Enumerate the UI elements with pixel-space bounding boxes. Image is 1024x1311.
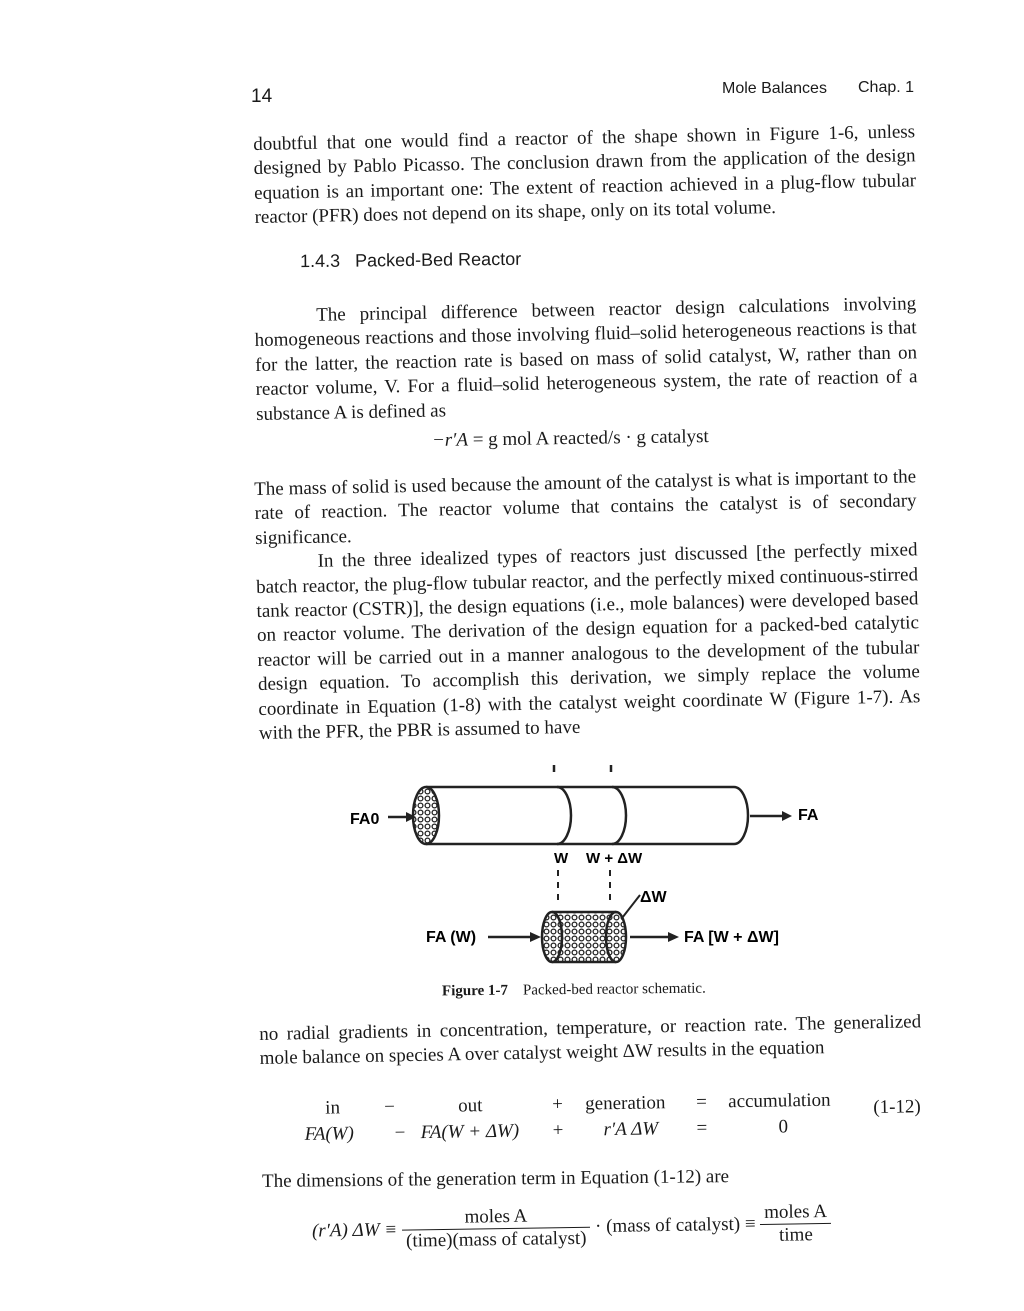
element-outlet-arrow [630,932,679,942]
label-dw: ΔW [640,889,667,906]
figure-caption-number: Figure 1-7 [441,982,509,1000]
label-w-plus-dw: W + ΔW [586,850,643,867]
fraction-2-denominator: time [778,1224,813,1246]
catalyst-element [542,912,626,962]
label-fa0: FA0 [350,811,380,828]
rate-lhs: −r′A [431,429,469,451]
balance-accumulation: accumulation [728,1089,831,1113]
balance-out: out [458,1095,483,1117]
pipe-tube [413,787,748,844]
paragraph-dimensions-text: The dimensions of the generation term in Equation (1-12) are [262,1166,730,1192]
fraction-1-denominator: (time)(mass of catalyst) [405,1227,587,1252]
paragraph-intro-text: doubtful that one would find a reactor of the shape shown in Figure 1-6, unless designed by Pablo Picasso. The conclusion drawn from the application of the design equation is an important one: The extent of reaction achieved in a plug-flow tubular reactor (PFR) does not depend on its shape, only on its total volume. [253,121,917,229]
balance-fa-w-plus-dw: FA(W + ΔW) [420,1120,520,1144]
paragraph-radial [259,1010,922,1072]
paragraph-principal-text: The principal difference between reactor design calculations involving homogeneous reactions and those involving fluid–solid heterogeneous reactions is that for the latter, the reaction rate is based on mass of solid catalyst, W, rather than on reactor volume, V. For a fluid–solid heterogeneous system, the rate of reaction of a substance A is defined as [254,293,918,425]
paragraph-dimensions [262,1163,924,1194]
tick-marks [554,765,611,772]
figure-caption [442,981,706,1001]
dashed-guides [558,870,610,902]
equation-number: (1-12) [873,1096,921,1118]
balance-equals-1: = [696,1091,708,1113]
fraction-1-numerator: moles A [402,1205,591,1231]
paragraph-intro [253,120,917,230]
balance-generation: generation [585,1092,666,1115]
balance-ra-dw: r′A ΔW [603,1118,659,1141]
rate-definition-equation [432,426,709,452]
balance-minus-2: − [394,1122,406,1144]
dimensions-middle: · (mass of catalyst) ≡ [594,1213,756,1238]
balance-zero: 0 [778,1116,789,1138]
page-number: 14 [251,86,273,107]
section-number: 1.4.3 [299,250,341,272]
outlet-arrow [750,811,792,821]
label-fa: FA [798,807,819,824]
dimensions-fraction-1 [402,1205,591,1253]
dimensions-equation [312,1201,832,1254]
label-w: W [554,850,569,867]
paragraph-mass [254,465,921,746]
balance-equals-2: = [696,1117,708,1139]
section-heading [300,249,521,272]
paragraph-mass-text: The mass of solid is used because the amount of the catalyst is what is important to the rate of reaction. The reactor volume that contains the catalyst is of secondary significance. [254,466,917,549]
element-inlet-arrow [488,932,541,942]
dimensions-fraction-2 [760,1201,832,1247]
balance-minus-1: − [384,1096,396,1118]
rate-rhs: = g mol A reacted/s · g catalyst [472,426,709,451]
balance-plus-2: + [552,1119,564,1142]
figure-caption-text: Packed-bed reactor schematic. [522,980,706,999]
fraction-2-numerator: moles A [760,1201,831,1225]
figure-packed-bed-schematic [340,760,840,970]
balance-fa-w: FA(W) [304,1123,355,1145]
label-fa-w: FA (W) [426,929,477,946]
dimensions-lhs: (r′A) ΔW ≡ [311,1219,398,1242]
balance-equation [300,1084,941,1154]
running-title: Mole Balances [722,80,827,97]
chapter-label: Chap. 1 [858,79,915,96]
section-title: Packed-Bed Reactor [354,248,522,271]
balance-plus-1: + [552,1093,564,1116]
paragraph-principal [254,292,918,427]
paragraph-three-text: In the three idealized types of reactors just discussed [the perfectly mixed batch reactor, the plug-flow tubular reactor, and the perfectly mixed continuous-stirred tank reactor (CSTR)], the design equations (i.e., mole balances) were developed based on reactor volume. The derivation of the design equation for a packed-bed catalytic reactor will be carried out in a manner analogous to the development of the tubular design equation. To accomplish this derivation, we simply replace the volume coordinate in Equation (1-8) with the catalyst weight coordinate W (Figure 1-7). As with the PFR, the PBR is assumed to have [255,539,921,745]
label-fa-w-plus-dw: FA [W + ΔW] [684,929,779,946]
paragraph-radial-text: no radial gradients in concentration, temperature, or reaction rate. The generalized mole balance on species A over catalyst weight ΔW results in the equation [259,1011,922,1070]
balance-in: in [325,1097,341,1119]
